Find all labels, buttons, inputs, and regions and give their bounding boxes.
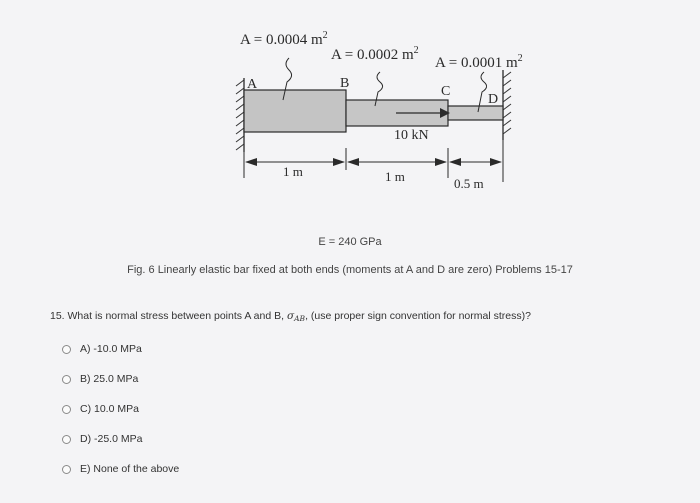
length-label-cd: 0.5 m (454, 176, 484, 191)
radio-button[interactable] (62, 405, 71, 414)
option-d[interactable] (62, 433, 142, 445)
dim-arrowhead-icon (245, 158, 257, 166)
radio-button[interactable] (62, 435, 71, 444)
option-label: E) None of the above (80, 463, 180, 475)
option-label: B) 25.0 MPa (80, 373, 139, 385)
area-label-a: A = 0.0004 $m^2$ (240, 30, 328, 48)
area-label-b: A = 0.0002 $m^2$ (331, 45, 419, 63)
area-label-c: A = 0.0001 $m^2$ (435, 53, 523, 71)
dim-arrowhead-icon (490, 158, 502, 166)
bar-figure (0, 0, 700, 210)
dim-arrowhead-icon (435, 158, 447, 166)
stress-symbol: σ (286, 310, 295, 322)
radio-button[interactable] (62, 345, 71, 354)
length-label-bc: 1 m (385, 169, 405, 184)
segment-cd (448, 106, 503, 120)
radio-button[interactable] (62, 465, 71, 474)
dim-arrowhead-icon (347, 158, 359, 166)
question-prefix: 15. What is normal stress between points A and B, (50, 310, 287, 322)
option-label: A) -10.0 MPa (80, 343, 142, 355)
option-a[interactable] (62, 343, 142, 355)
question-suffix: , (use proper sign convention for normal stress)? (305, 310, 531, 322)
option-c[interactable] (62, 403, 139, 415)
force-label: 10 kN (394, 128, 429, 143)
stress-subscript: AB (294, 314, 306, 323)
dim-arrowhead-icon (333, 158, 345, 166)
option-label: D) -25.0 MPa (80, 433, 143, 445)
point-label-a: A (247, 77, 258, 92)
left-fixed-support (236, 78, 244, 152)
option-b[interactable] (62, 373, 138, 385)
modulus-label: E = 240 GPa (318, 236, 382, 248)
radio-button[interactable] (62, 375, 71, 384)
question-text (50, 310, 531, 323)
point-label-c: C (441, 84, 451, 99)
figure-caption: Fig. 6 Linearly elastic bar fixed at both ends (moments at A and D are zero) Problems 15-17 (127, 264, 573, 276)
right-fixed-support (503, 70, 511, 140)
point-label-d: D (488, 92, 499, 107)
dim-arrowhead-icon (449, 158, 461, 166)
length-label-ab: 1 m (283, 164, 303, 179)
point-label-b: B (340, 76, 350, 91)
option-label: C) 10.0 MPa (80, 403, 139, 415)
segment-ab (244, 90, 346, 132)
option-e[interactable] (62, 463, 179, 475)
